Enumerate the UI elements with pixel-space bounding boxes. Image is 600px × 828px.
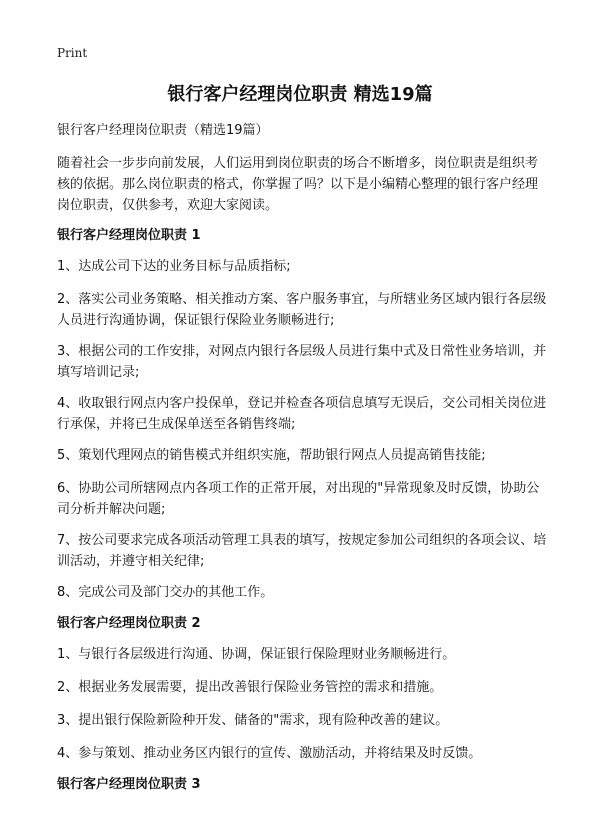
section-3 — [57, 776, 549, 794]
document-body — [57, 122, 549, 805]
section-heading: 银行客户经理岗位职责 2 — [57, 616, 201, 631]
list-item: 6、协助公司所辖网点内各项工作的正常开展，对出现的"异常现象及时反馈，协助公司分析并解决问题; — [57, 481, 540, 517]
section-heading: 银行客户经理岗位职责 3 — [57, 777, 201, 792]
list-item: 2、落实公司业务策略、相关推动方案、客户服务事宜，与所辖业务区域内银行各层级人员进行沟通协调，保证银行保险业务顺畅进行; — [57, 292, 547, 328]
list-item: 7、按公司要求完成各项活动管理工具表的填写，按规定参加公司组织的各项会议、培训活动，并遵守相关纪律; — [57, 533, 547, 569]
list-item: 1、达成公司下达的业务目标与品质指标; — [57, 259, 291, 274]
list-item: 2、根据业务发展需要，提出改善银行保险业务管控的需求和措施。 — [57, 680, 443, 695]
list-item: 3、提出银行保险新险种开发、储备的"需求，现有险种改善的建议。 — [57, 713, 449, 728]
print-label[interactable]: Print — [57, 46, 88, 60]
list-item: 3、根据公司的工作安排，对网点内银行各层级人员进行集中式及日常性业务培训，并填写培训记录; — [57, 344, 547, 380]
intro-paragraph: 随着社会一步步向前发展，人们运用到岗位职责的场合不断增多，岗位职责是组织考核的依据。那么岗位职责的格式，你掌握了吗？以下是小编精心整理的银行客户经理岗位职责，仅供参考，欢迎大家阅读。 — [57, 156, 539, 213]
section-1 — [57, 227, 549, 603]
page-title: 银行客户经理岗位职责 精选19篇 — [167, 84, 433, 105]
list-item: 4、收取银行网点内客户投保单，登记并检查各项信息填写无误后，交公司相关岗位进行承保，并将已生成保单送至各销售终端; — [57, 396, 547, 432]
document-subtitle: 银行客户经理岗位职责（精选19篇） — [57, 123, 269, 138]
section-heading: 银行客户经理岗位职责 1 — [57, 228, 201, 243]
list-item: 5、策划代理网点的销售模式并组织实施，帮助银行网点人员提高销售技能; — [57, 448, 486, 463]
list-item: 1、与银行各层级进行沟通、协调，保证银行保险理财业务顺畅进行。 — [57, 647, 456, 662]
list-item: 4、参与策划、推动业务区内银行的宣传、激励活动，并将结果及时反馈。 — [57, 746, 482, 761]
list-item: 8、完成公司及部门交办的其他工作。 — [57, 585, 274, 600]
section-2 — [57, 615, 549, 764]
